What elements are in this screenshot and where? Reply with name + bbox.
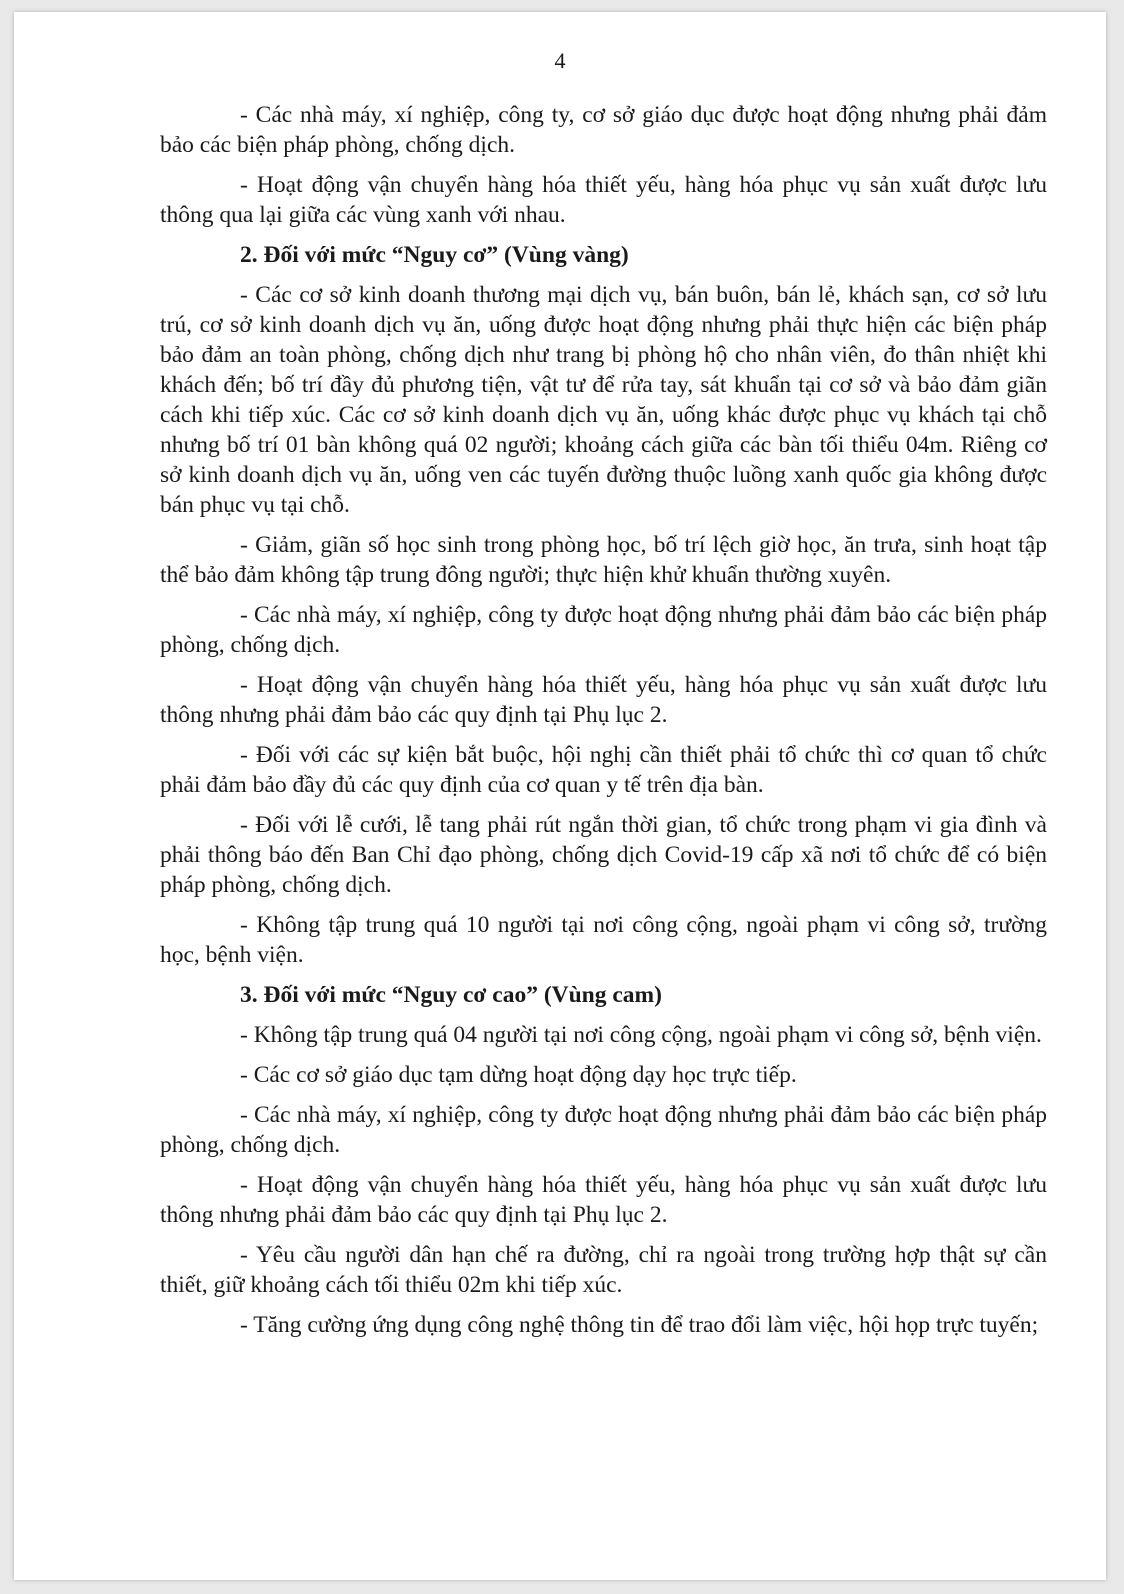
paragraph: - Các nhà máy, xí nghiệp, công ty được hoạt động nhưng phải đảm bảo các biện pháp phòng, chống dịch.	[160, 602, 1047, 658]
paragraph: - Giảm, giãn số học sinh trong phòng học, bố trí lệch giờ học, ăn trưa, sinh hoạt tập thể bảo đảm không tập trung đông người; thực hiện khử khuẩn thường xuyên.	[160, 532, 1047, 588]
paragraph: - Hoạt động vận chuyển hàng hóa thiết yếu, hàng hóa phục vụ sản xuất được lưu thông qua lại giữa các vùng xanh với nhau.	[160, 172, 1047, 228]
paragraph: - Các nhà máy, xí nghiệp, công ty được hoạt động nhưng phải đảm bảo các biện pháp phòng, chống dịch.	[160, 1102, 1047, 1158]
paragraph: - Hoạt động vận chuyển hàng hóa thiết yếu, hàng hóa phục vụ sản xuất được lưu thông nhưng phải đảm bảo các quy định tại Phụ lục 2.	[160, 672, 1047, 728]
paragraph: - Không tập trung quá 04 người tại nơi công cộng, ngoài phạm vi công sở, bệnh viện.	[240, 1022, 1042, 1048]
document-body	[160, 100, 1047, 1350]
paragraph: - Hoạt động vận chuyển hàng hóa thiết yếu, hàng hóa phục vụ sản xuất được lưu thông nhưng phải đảm bảo các quy định tại Phụ lục 2.	[160, 1172, 1047, 1228]
paragraph: - Không tập trung quá 10 người tại nơi công cộng, ngoài phạm vi công sở, trường học, bệnh viện.	[160, 912, 1047, 968]
page-number: 4	[554, 48, 566, 73]
document-page	[14, 12, 1106, 1580]
paragraph: - Đối với các sự kiện bắt buộc, hội nghị cần thiết phải tổ chức thì cơ quan tổ chức phải đảm bảo đầy đủ các quy định của cơ quan y tế trên địa bàn.	[160, 742, 1047, 798]
section-heading: 2. Đối với mức “Nguy cơ” (Vùng vàng)	[240, 242, 629, 268]
paragraph: - Các cơ sở kinh doanh thương mại dịch vụ, bán buôn, bán lẻ, khách sạn, cơ sở lưu trú, cơ sở kinh doanh dịch vụ ăn, uống được hoạt động nhưng phải thực hiện các biện pháp bảo đảm an toàn phòng, chống dịch như trang bị phòng hộ cho nhân viên, đo thân nhiệt khi khách đến; bố trí đầy đủ phương tiện, vật tư để rửa tay, sát khuẩn tại cơ sở và bảo đảm giãn cách khi tiếp xúc. Các cơ sở kinh doanh dịch vụ ăn, uống khác được phục vụ khách tại chỗ nhưng bố trí 01 bàn không quá 02 người; khoảng cách giữa các bàn tối thiểu 04m. Riêng cơ sở kinh doanh dịch vụ ăn, uống ven các tuyến đường thuộc luồng xanh quốc gia không được bán phục vụ tại chỗ.	[160, 282, 1047, 518]
paragraph: - Yêu cầu người dân hạn chế ra đường, chỉ ra ngoài trong trường hợp thật sự cần thiết, giữ khoảng cách tối thiểu 02m khi tiếp xúc.	[160, 1242, 1047, 1298]
paragraph: - Các cơ sở giáo dục tạm dừng hoạt động dạy học trực tiếp.	[240, 1062, 797, 1088]
section-heading: 3. Đối với mức “Nguy cơ cao” (Vùng cam)	[240, 982, 662, 1008]
paragraph: - Các nhà máy, xí nghiệp, công ty, cơ sở giáo dục được hoạt động nhưng phải đảm bảo các biện pháp phòng, chống dịch.	[160, 102, 1047, 158]
paragraph: - Tăng cường ứng dụng công nghệ thông tin để trao đổi làm việc, hội họp trực tuyến;	[240, 1312, 1039, 1338]
paragraph: - Đối với lễ cưới, lễ tang phải rút ngắn thời gian, tổ chức trong phạm vi gia đình và phải thông báo đến Ban Chỉ đạo phòng, chống dịch Covid-19 cấp xã nơi tổ chức để có biện pháp phòng, chống dịch.	[160, 812, 1047, 898]
